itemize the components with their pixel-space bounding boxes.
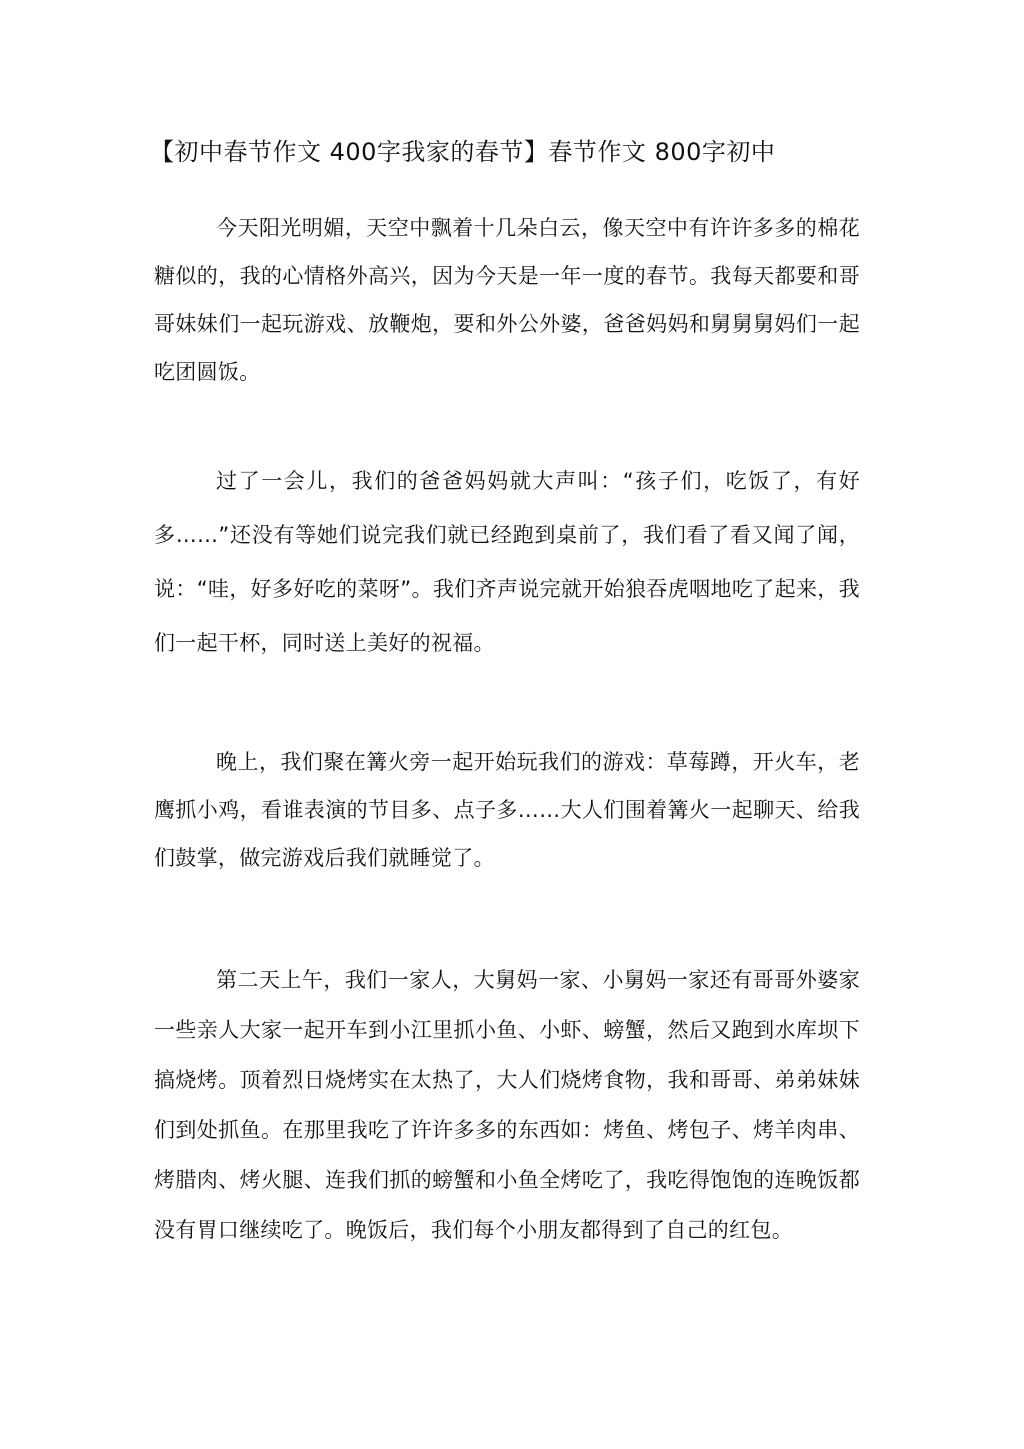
paragraph-3: 晚上，我们聚在篝火旁一起开始玩我们的游戏：草莓蹲，开火车，老鹰抓小鸡，看谁表演的节目多、点子多……大人们围着篝火一起聊天、给我们鼓掌，做完游戏后我们就睡觉了。 — [154, 750, 860, 870]
document-title: 【初中春节作文 400字我家的春节】春节作文 800字初中 — [150, 138, 776, 166]
paragraph-4: 第二天上午，我们一家人，大舅妈一家、小舅妈一家还有哥哥外婆家一些亲人大家一起开车到小江里抓小鱼、小虾、螃蟹，然后又跑到水库坝下搞烧烤。顶着烈日烧烤实在太热了，大人们烧烤食物，我和哥哥、弟弟妹妹们到处抓鱼。在那里我吃了许许多多的东西如：烤鱼、烤包子、烤羊肉串、烤腊肉、烤火腿、连我们抓的螃蟹和小鱼全烤吃了，我吃得饱饱的连晚饭都没有胃口继续吃了。晚饭后，我们每个小朋友都得到了自己的红包。 — [154, 968, 860, 1242]
paragraph-1: 今天阳光明媚，天空中飘着十几朵白云，像天空中有许许多多的棉花糖似的，我的心情格外高兴，因为今天是一年一度的春节。我每天都要和哥哥妹妹们一起玩游戏、放鞭炮，要和外公外婆，爸爸妈妈和舅舅舅妈们一起吃团圆饭。 — [154, 216, 860, 384]
paragraph-2: 过了一会儿，我们的爸爸妈妈就大声叫：“孩子们，吃饭了，有好多……”还没有等她们说完我们就已经跑到桌前了，我们看了看又闻了闻，说：“哇，好多好吃的菜呀”。我们齐声说完就开始狼吞虎咽地吃了起来，我们一起干杯，同时送上美好的祝福。 — [154, 469, 860, 655]
